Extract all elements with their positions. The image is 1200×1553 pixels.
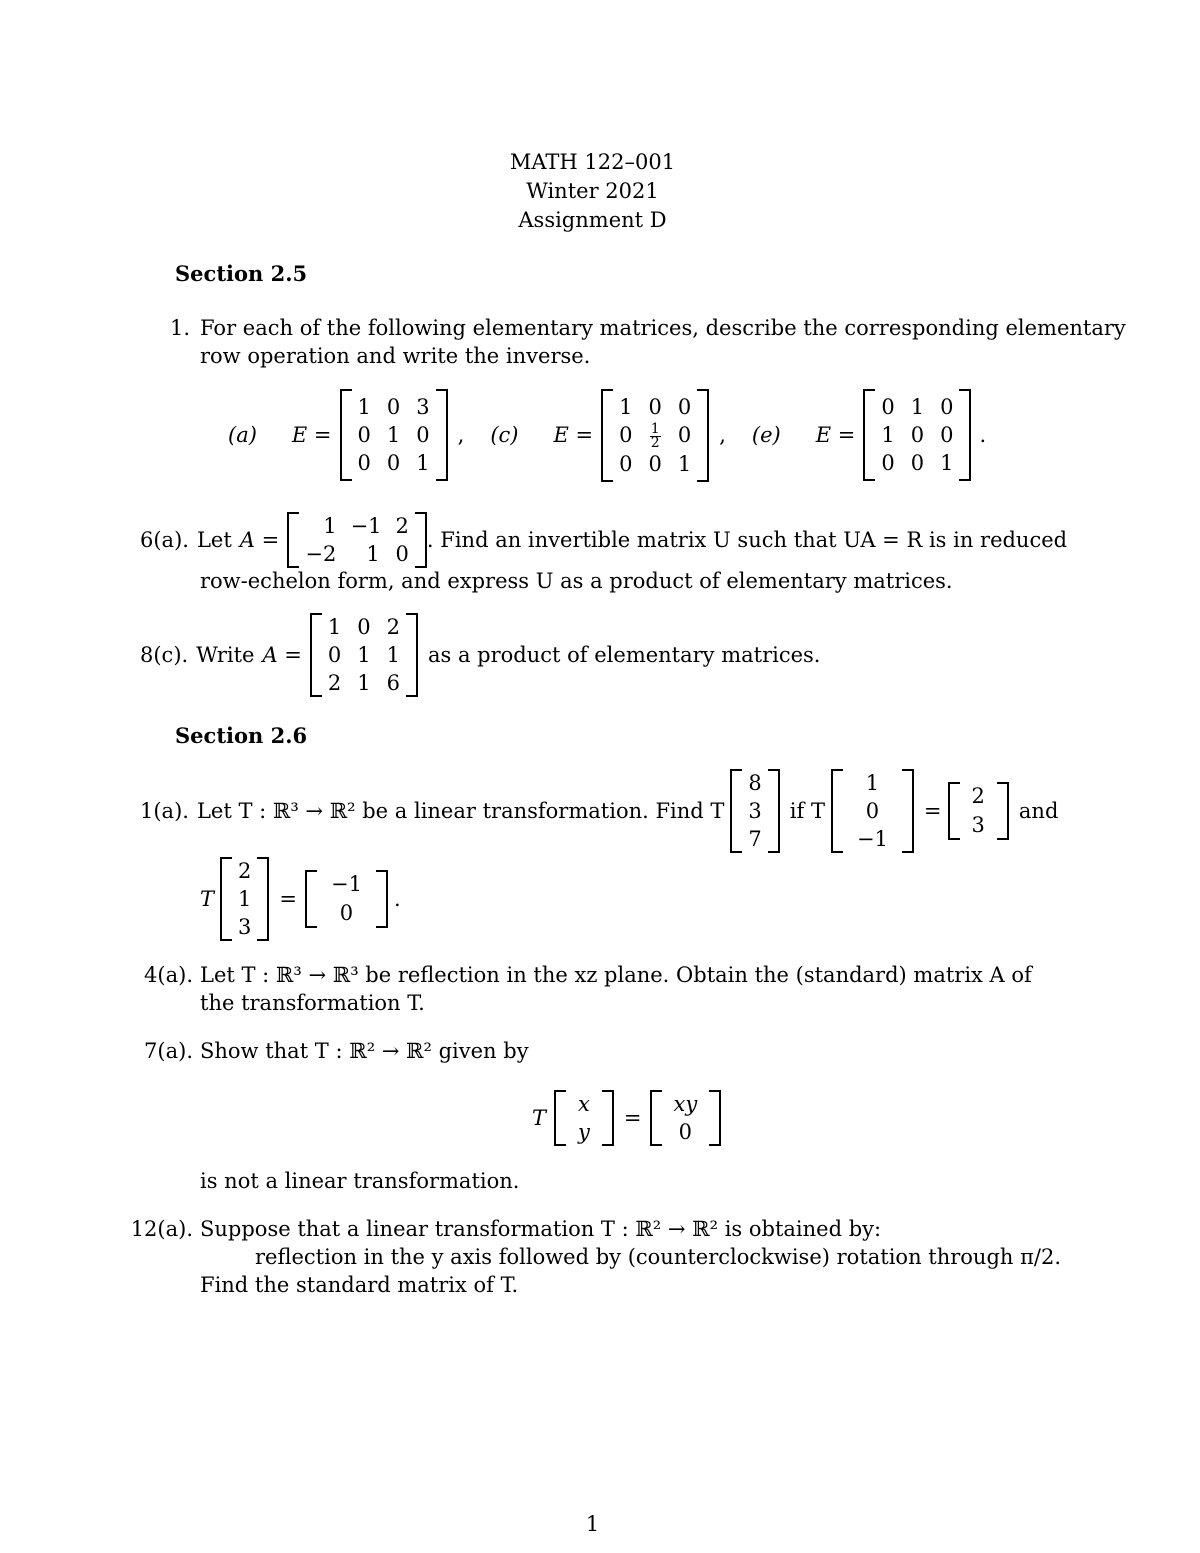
problem-number: 7(a). (144, 1039, 193, 1063)
fraction-one-half: $\frac{1}{2}$ (650, 420, 660, 451)
assignment-title: Assignment D (518, 208, 667, 232)
vector-1-0-neg1: 1 0 −1 (831, 769, 914, 853)
section-title-2-5: Section 2.5 (175, 261, 308, 286)
problem-1a-line2: T 2 1 3 = −1 0 . (200, 859, 401, 939)
matrix-E-e: 0 1 0 1 0 0 0 0 1 (863, 389, 971, 481)
problem-6a: 6(a). Let A = 1 −1 2 −2 1 0 . Find an invertible matrix U such that UA = R is in reduced (140, 514, 1068, 566)
vector-neg1-0: −1 0 (305, 870, 388, 928)
term: Winter 2021 (526, 179, 659, 203)
display-equation-7a: T x y = xy 0 (532, 1089, 721, 1147)
document-header (0, 148, 1185, 235)
problem-number: 8(c). (140, 643, 189, 667)
part-label: (a) (228, 423, 257, 447)
equation-lhs: A = (262, 643, 302, 667)
equation-lhs: E = (553, 423, 594, 447)
problem-text: For each of the following elementary matrices, describe the corresponding elementary (200, 316, 1126, 340)
matrix-A-8c: 1 0 2 0 1 1 2 1 6 (310, 613, 418, 697)
section-title-2-6: Section 2.6 (175, 723, 308, 748)
problem-text: row operation and write the inverse. (200, 344, 591, 368)
problem-text: row-echelon form, and express U as a product of elementary matrices. (200, 569, 953, 593)
equation-lhs: E = (291, 423, 332, 447)
problem-1a: 1(a). Let T : ℝ³ → ℝ² be a linear transformation. Find T 8 3 7 if T 1 0 −1 = 2 3 and (140, 771, 1059, 851)
vector-2-3: 2 3 (948, 782, 1009, 840)
page-number: 1 (585, 1512, 600, 1536)
problem-number: 12(a). (130, 1217, 193, 1241)
course-title: MATH 122–001 (509, 150, 676, 174)
elementary-matrices-row: (a) E = 1 0 3 0 1 0 0 0 1 , (c) E = 1 0 0 0 $\frac{1}{2}$ 0 0 0 1 , (e) E = 0 1 0 1 0 0 0 0 1 . (228, 391, 986, 479)
problem-text: Find the standard matrix of T. (200, 1273, 519, 1297)
vector-xy-0: xy 0 (650, 1090, 722, 1146)
problem-text: Show that T : ℝ² → ℝ² given by (200, 1039, 529, 1063)
problem-text: Suppose that a linear transformation T : ℝ² → ℝ² is obtained by: (200, 1217, 882, 1241)
part-label: (e) (751, 423, 781, 447)
matrix-E-c: 1 0 0 0 $\frac{1}{2}$ 0 0 0 1 (601, 389, 709, 482)
problem-number: 1(a). (140, 799, 189, 823)
vector-8-3-7: 8 3 7 (730, 769, 779, 853)
equation-lhs: A = (239, 528, 280, 552)
problem-text: is not a linear transformation. (200, 1169, 520, 1193)
problem-text: Let T : ℝ³ → ℝ³ be reflection in the xz plane. Obtain the (standard) matrix A of (200, 963, 1032, 987)
vector-2-1-3: 2 1 3 (220, 857, 269, 941)
problem-text: the transformation T. (200, 991, 425, 1015)
problem-8c: 8(c). Write A = 1 0 2 0 1 1 2 1 6 as a product of elementary matrices. (140, 615, 821, 695)
matrix-A-6a: 1 −1 2 −2 1 0 (287, 512, 427, 568)
part-label: (c) (490, 423, 519, 447)
vector-x-y: x y (554, 1090, 614, 1146)
matrix-E-a: 1 0 3 0 1 0 0 0 1 (340, 389, 448, 481)
equation-lhs: E = (815, 423, 856, 447)
problem-number: 1. (170, 316, 191, 340)
problem-number: 6(a). (140, 528, 189, 552)
problem-text: reflection in the y axis followed by (counterclockwise) rotation through π/2. (255, 1245, 1061, 1269)
problem-number: 4(a). (144, 963, 193, 987)
